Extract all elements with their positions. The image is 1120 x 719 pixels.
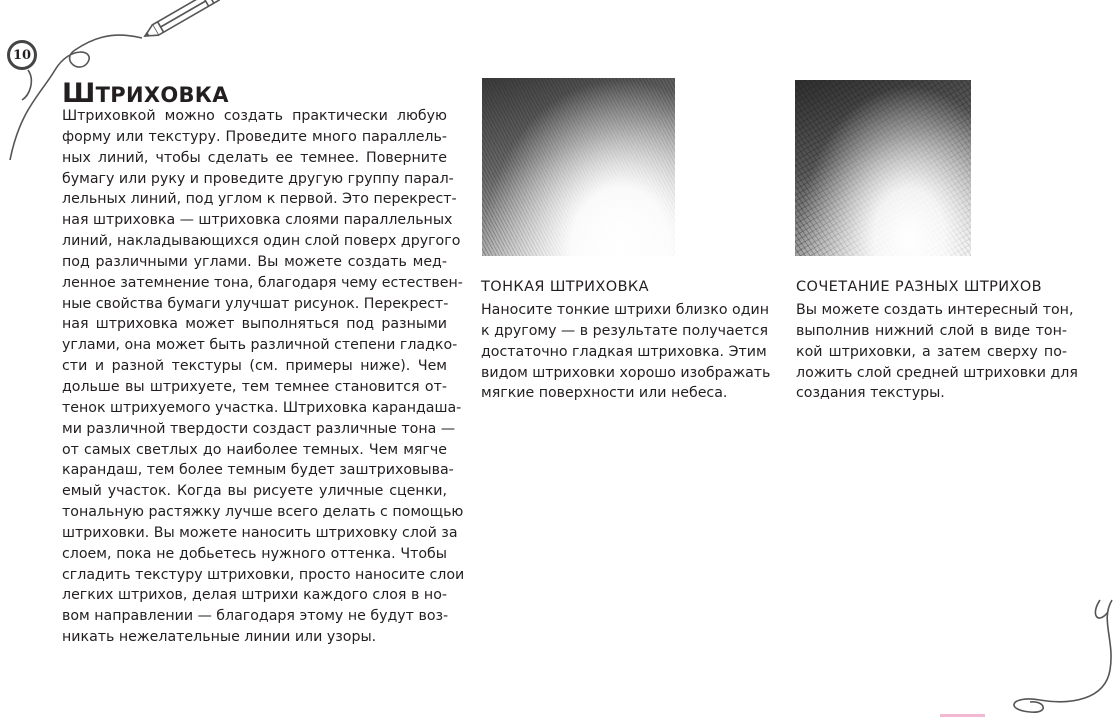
body-line: ная штриховка может выполняться под разными (62, 316, 447, 333)
body-line: бумагу или руку и проведите другую группу парал- (62, 170, 454, 187)
caption-line: Вы можете создать интересный тон, (796, 302, 1074, 318)
body-line: форму или текстуру. Проведите много параллель- (62, 128, 447, 145)
caption-text-fine-hatching (481, 300, 771, 404)
mixed-hatching-sample-image (795, 80, 971, 256)
body-line: от самых светлых до наиболее темных. Чем мягче (62, 441, 447, 458)
body-text (62, 106, 465, 648)
body-line: Штриховкой можно создать практически любую (62, 108, 447, 124)
caption-line: создания текстуры. (796, 385, 945, 402)
body-line: сти и разной текстуры (см. примеры ниже). Чем (62, 358, 447, 375)
title-initial: Ш (62, 78, 96, 109)
body-line: карандаш, тем более темным будет заштриховыва- (62, 462, 454, 479)
caption-line: Наносите тонкие штрихи близко один (481, 302, 770, 318)
page-number: 10 (7, 40, 37, 70)
caption-line: ложить слой средней штриховки для (796, 364, 1078, 381)
body-line: сгладить текстуру штриховки, просто наносите слои (62, 566, 465, 583)
title-rest: ТРИХОВКА (95, 83, 229, 107)
body-line: легких штрихов, делая штрихи каждого слоя в но- (62, 587, 447, 604)
caption-heading-fine-hatching: ТОНКАЯ ШТРИХОВКА (481, 279, 649, 295)
caption-text-mixed-hatching (796, 300, 1078, 404)
body-line: ные свойства бумаги улучшат рисунок. Перекрест- (62, 295, 449, 312)
caption-line: достаточно гладкая штриховка. Этим (481, 343, 767, 360)
body-line: штриховки. Вы можете наносить штриховку слой за (62, 524, 458, 541)
body-line: слоем, пока не добьетесь нужного оттенка. Чтобы (62, 545, 447, 562)
body-line: линий, накладывающихся один слой поверх другого (62, 233, 461, 250)
body-line: углами, она может быть различной степени гладко- (62, 337, 458, 354)
caption-line: видом штриховки хорошо изображать (481, 364, 771, 381)
body-line: лельных линий, под углом к первой. Это перекрест- (62, 191, 457, 208)
caption-line: мягкие поверхности или небеса. (481, 385, 728, 402)
body-line: ми различной твердости создаст различные тона — (62, 420, 456, 437)
caption-heading-mixed-hatching: СОЧЕТАНИЕ РАЗНЫХ ШТРИХОВ (796, 279, 1042, 295)
body-line: под различными углами. Вы можете создать мед- (62, 253, 447, 270)
body-line: емый участок. Когда вы рисуете уличные сценки, (62, 483, 447, 500)
section-title (62, 78, 229, 109)
body-line: тональную растяжку лучше всего делать с помощью (62, 504, 464, 521)
body-line: ленное затемнение тона, благодаря чему естествен- (62, 274, 463, 291)
caption-line: выполнив нижний слой в виде тон- (796, 322, 1067, 339)
fine-hatching-sample-image (482, 78, 675, 256)
body-line: вом направлении — благодаря этому не будут воз- (62, 608, 449, 625)
body-line: ных линий, чтобы сделать ее темнее. Поверните (62, 149, 447, 166)
caption-line: кой штриховки, а затем сверху по- (796, 343, 1067, 360)
body-line: никать нежелательные линии или узоры. (62, 629, 377, 646)
pink-accent-bar (940, 714, 985, 717)
body-line: дольше вы штрихуете, тем темнее становится от- (62, 378, 447, 395)
body-line: тенок штрихуемого участка. Штриховка карандаша- (62, 399, 462, 416)
body-line: ная штриховка — штриховка слоями параллельных (62, 212, 453, 229)
caption-line: к другому — в результате получается (481, 322, 768, 339)
